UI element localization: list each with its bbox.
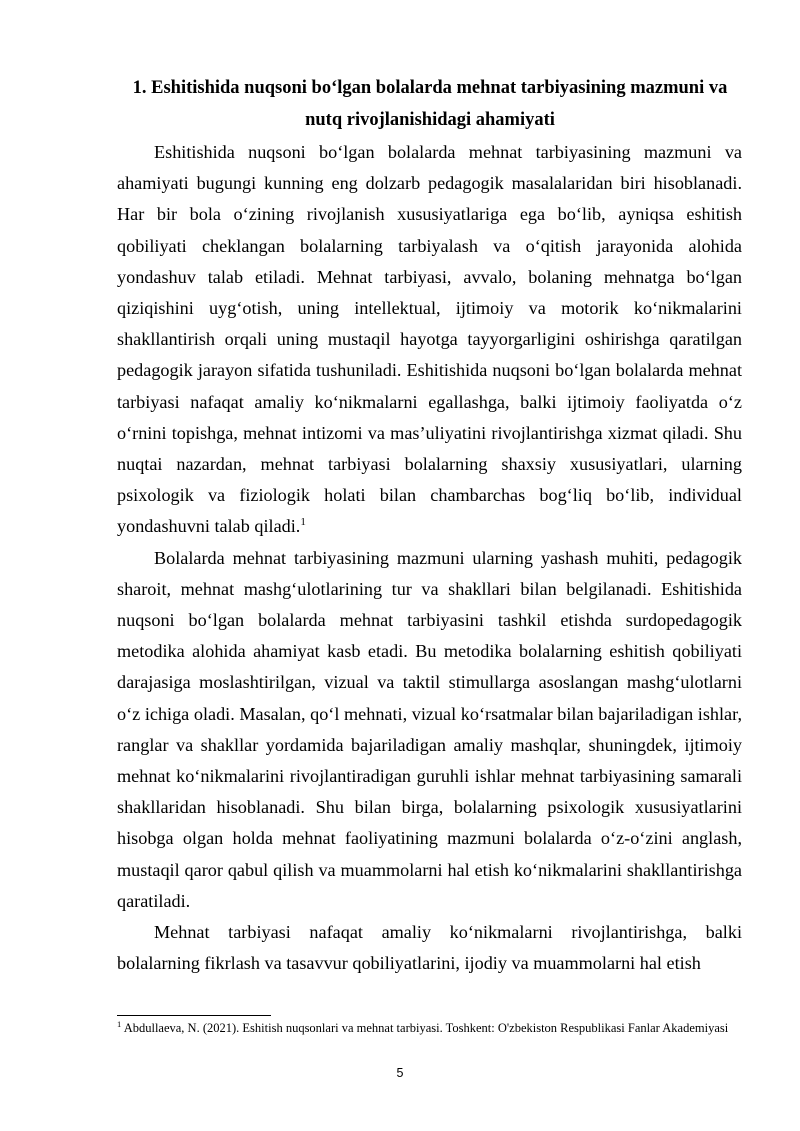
footnote-reference: 1 bbox=[300, 516, 306, 529]
paragraph-1 bbox=[117, 137, 742, 543]
body-text bbox=[117, 137, 742, 979]
footnote-text: Abdullaeva, N. (2021). Eshitish nuqsonlari va mehnat tarbiyasi. Toshkent: O'zbekiston Respublikasi Fanlar Akademiyasi bbox=[123, 1021, 729, 1035]
paragraph-3: Mehnat tarbiyasi nafaqat amaliy ko‘nikmalarni rivojlantirishga, balki bolalarning fikrlash va tasavvur qobiliyatlarini, ijodiy va muammolarni hal etish bbox=[117, 922, 742, 974]
section-heading-line-1: 1. Eshitishida nuqsoni bo‘lgan bolalarda mehnat tarbiyasining mazmuni va bbox=[132, 78, 728, 98]
footnote bbox=[117, 1020, 737, 1037]
footnote-mark: 1 bbox=[117, 1018, 122, 1029]
paragraph-2: Bolalarda mehnat tarbiyasining mazmuni ularning yashash muhiti, pedagogik sharoit, mehnat mashg‘ulotlarining tur va shakllari bilan belgilanadi. Eshitishida nuqsoni bo‘lgan bolalarda mehnat tarbiyasini tashkil etishda surdopedagogik metodika alohida ahamiyat kasb etadi. Bu metodika bolalarning eshitish qobiliyati darajasiga moslashtirilgan, vizual va taktil stimullarga asoslangan mashg‘ulotlarni o‘z ichiga oladi. Masalan, qo‘l mehnati, vizual ko‘rsatmalar bilan bajariladigan ishlar, ranglar va shakllar yordamida bajariladigan amaliy mashqlar, shuningdek, ijtimoiy mehnat ko‘nikmalarini rivojlantiradigan guruhli ishlar mehnat tarbiyasining samarali shakllaridan hisoblanadi. Shu bilan birga, bolalarning psixologik xususiyatlarini hisobga olgan holda mehnat faoliyatining mazmuni bolalarda o‘z-o‘zini anglash, mustaqil qaror qabul qilish va muammolarni hal etish ko‘nikmalarini shakllantirishga qaratiladi. bbox=[117, 547, 742, 911]
footnote-separator bbox=[117, 1015, 271, 1016]
page-number: 5 bbox=[396, 1066, 404, 1080]
paragraph-1-text: Eshitishida nuqsoni bo‘lgan bolalarda mehnat tarbiyasining mazmuni va ahamiyati bugungi kunning eng dolzarb pedagogik masalalaridan biri hisoblanadi. Har bir bola o‘zining rivojlanish xususiyatlariga ega bo‘lib, ayniqsa eshitish qobiliyati cheklangan bolalarning tarbiyalash va o‘qitish jarayonida alohida yondashuv talab etiladi. Mehnat tarbiyasi, avvalo, bolaning mehnatga bo‘lgan qiziqishini uyg‘otish, uning intellektual, ijtimoiy va motorik ko‘nikmalarini shakllantirish orqali uning mustaqil hayotga tayyorgarligini oshirishga qaratilgan pedagogik jarayon sifatida tushuniladi. Eshitishida nuqsoni bo‘lgan bolalarda mehnat tarbiyasi nafaqat amaliy ko‘nikmalarni egallashga, balki ijtimoiy faoliyatda o‘z o‘rnini topishga, mehnat intizomi va mas’uliyatini rivojlantirishga xizmat qiladi. Shu nuqtai nazardan, mehnat tarbiyasi bolalarning shaxsiy xususiyatlari, ularning psixologik va fiziologik holati bilan chambarchas bog‘liq bo‘lib, individual yondashuvni talab qiladi. bbox=[117, 142, 742, 537]
section-heading-line-2: nutq rivojlanishidagi ahamiyati bbox=[305, 110, 555, 130]
